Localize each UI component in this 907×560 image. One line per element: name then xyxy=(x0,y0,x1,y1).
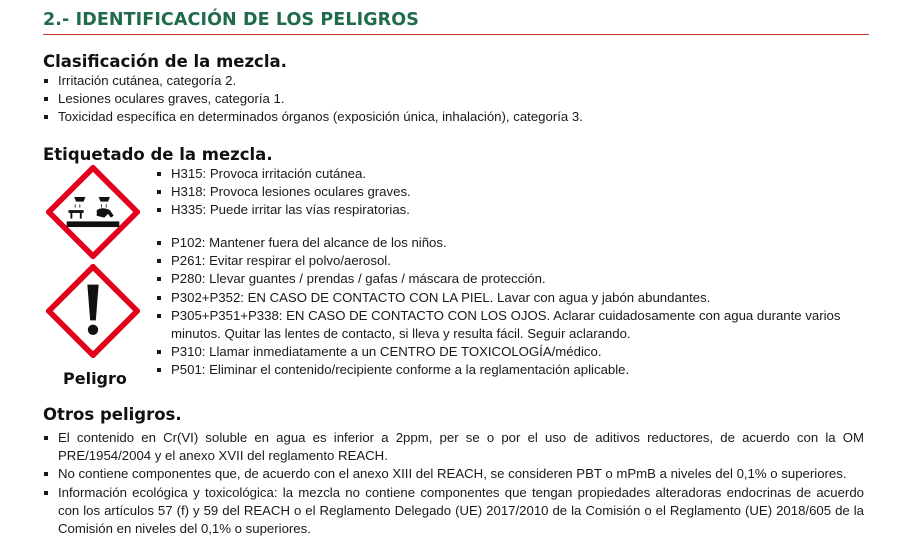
precautionary-statements-list xyxy=(157,234,867,380)
list-item: P305+P351+P338: EN CASO DE CONTACTO CON LOS OJOS. Aclarar cuidadosamente con agua durante varios minutos. Quitar las lentes de contacto, si lleva y resulta fácil. Seguir aclarando. xyxy=(157,307,867,343)
hazard-statements-list xyxy=(157,165,867,220)
otros-heading: Otros peligros. xyxy=(43,405,182,424)
list-item: El contenido en Cr(VI) soluble en agua es inferior a 2ppm, per se o por el uso de aditivos reductores, de acuerdo con la OM PRE/1954/2004 y el anexo XVII del reglamento REACH. xyxy=(44,429,864,465)
list-item: Irritación cutánea, categoría 2. xyxy=(44,72,704,90)
otros-list xyxy=(44,429,864,538)
list-item: H315: Provoca irritación cutánea. xyxy=(157,165,867,183)
list-item: P302+P352: EN CASO DE CONTACTO CON LA PIEL. Lavar con agua y jabón abundantes. xyxy=(157,289,867,307)
corrosion-pictogram-icon xyxy=(46,165,140,259)
list-item: Toxicidad específica en determinados órganos (exposición única, inhalación), categoría 3. xyxy=(44,108,704,126)
section-title: 2.- IDENTIFICACIÓN DE LOS PELIGROS xyxy=(43,10,419,30)
list-item: P261: Evitar respirar el polvo/aerosol. xyxy=(157,252,867,270)
list-item: H335: Puede irritar las vías respiratorias. xyxy=(157,201,867,219)
signal-word: Peligro xyxy=(63,369,127,388)
etiquetado-heading: Etiquetado de la mezcla. xyxy=(43,145,273,164)
exclamation-mark-pictogram-icon xyxy=(46,264,140,358)
section-header xyxy=(43,8,869,35)
list-item: P102: Mantener fuera del alcance de los niños. xyxy=(157,234,867,252)
list-item: Información ecológica y toxicológica: la mezcla no contiene componentes que tengan propiedades alteradoras endocrinas de acuerdo con los artículos 57 (f) y 59 del REACH o el Reglamento Delegado (UE) 2017/2010 de la Comisión o el Reglamento (UE) 2018/605 de la Comisión en niveles del 0,1% o superiores. xyxy=(44,484,864,539)
list-item: H318: Provoca lesiones oculares graves. xyxy=(157,183,867,201)
clasificacion-heading: Clasificación de la mezcla. xyxy=(43,52,287,71)
list-item: P501: Eliminar el contenido/recipiente conforme a la reglamentación aplicable. xyxy=(157,361,867,379)
list-item: No contiene componentes que, de acuerdo con el anexo XIII del REACH, se consideren PBT o mPmB a niveles del 0,1% o superiores. xyxy=(44,465,864,483)
list-item: P280: Llevar guantes / prendas / gafas / máscara de protección. xyxy=(157,270,867,288)
list-item: P310: Llamar inmediatamente a un CENTRO DE TOXICOLOGÍA/médico. xyxy=(157,343,867,361)
clasificacion-list xyxy=(44,72,704,127)
list-item: Lesiones oculares graves, categoría 1. xyxy=(44,90,704,108)
